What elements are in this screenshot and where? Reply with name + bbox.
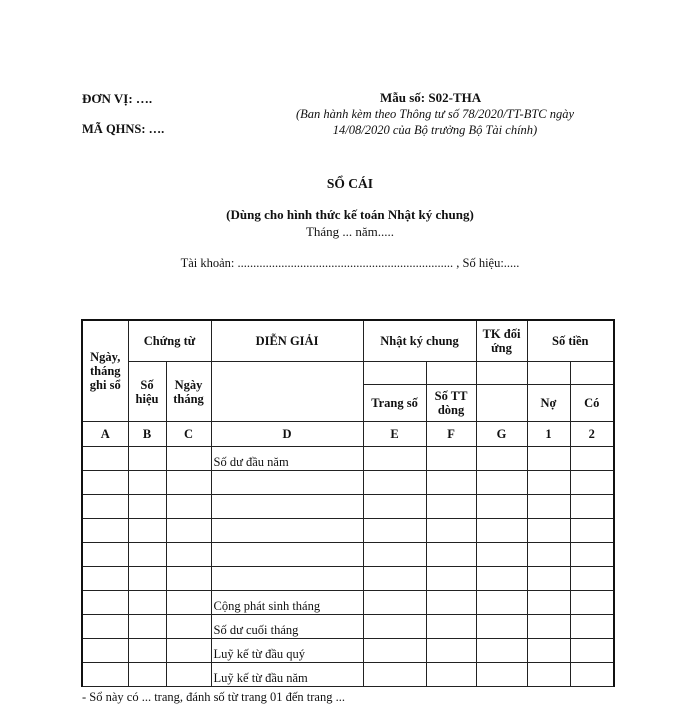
header-amount-blank [570, 362, 614, 385]
header-description-blank [211, 362, 363, 422]
table-cell [426, 519, 476, 543]
table-cell [426, 543, 476, 567]
header-contra-blank [476, 362, 527, 385]
table-row [82, 567, 614, 591]
table-cell [363, 495, 426, 519]
table-row [82, 639, 614, 663]
table-cell [426, 591, 476, 615]
table-cell [166, 639, 211, 663]
header-amount-blank [527, 362, 570, 385]
unit-label: ĐƠN VỊ: …. [82, 91, 153, 106]
table-cell [476, 615, 527, 639]
table-cell [527, 543, 570, 567]
table-cell [363, 543, 426, 567]
row-description: Số dư đầu năm [211, 447, 363, 471]
table-cell [476, 639, 527, 663]
table-cell [426, 447, 476, 471]
header-voucher-date: Ngày tháng [166, 362, 211, 422]
column-letter: A [82, 422, 128, 447]
table-cell [426, 615, 476, 639]
table-cell [363, 615, 426, 639]
header-debit: Nợ [527, 385, 570, 422]
column-letter: B [128, 422, 166, 447]
header-voucher: Chứng từ [128, 320, 211, 362]
header-journal-blank [363, 362, 426, 385]
table-cell [128, 591, 166, 615]
table-cell [426, 471, 476, 495]
table-cell [527, 663, 570, 687]
table-cell [363, 447, 426, 471]
table-cell [426, 495, 476, 519]
table-cell [166, 519, 211, 543]
form-number: Mẫu số: S02-THA [380, 90, 482, 105]
table-cell [82, 495, 128, 519]
table-cell [166, 543, 211, 567]
column-letter: 2 [570, 422, 614, 447]
table-cell [570, 495, 614, 519]
table-cell [128, 471, 166, 495]
table-cell [570, 447, 614, 471]
column-letter: D [211, 422, 363, 447]
table-cell [570, 591, 614, 615]
table-cell [82, 663, 128, 687]
column-letter: E [363, 422, 426, 447]
document-title: SỔ CÁI [326, 176, 374, 191]
table-cell [570, 663, 614, 687]
table-cell [363, 567, 426, 591]
header-voucher-no: Số hiệu [128, 362, 166, 422]
table-cell [166, 567, 211, 591]
table-cell [363, 663, 426, 687]
table-cell [570, 639, 614, 663]
table-cell [527, 519, 570, 543]
header-contra-account: TK đối ứng [476, 320, 527, 362]
header-description: DIỄN GIẢI [211, 320, 363, 362]
account-line: Tài khoản: ..................................................................... , Số hiệu:..... [180, 256, 520, 270]
table-cell [82, 543, 128, 567]
table-cell [570, 615, 614, 639]
table-cell [128, 519, 166, 543]
table-cell [476, 519, 527, 543]
row-description [211, 543, 363, 567]
table-cell [476, 495, 527, 519]
table-cell [570, 567, 614, 591]
table-cell [166, 471, 211, 495]
table-cell [476, 567, 527, 591]
table-cell [166, 447, 211, 471]
table-cell [570, 471, 614, 495]
header-page-no: Trang số [363, 385, 426, 422]
footer-note: - Sổ này có ... trang, đánh số từ trang 01 đến trang ... [82, 690, 345, 704]
header-credit: Có [570, 385, 614, 422]
table-cell [128, 495, 166, 519]
table-cell [82, 639, 128, 663]
table-row [82, 471, 614, 495]
table-cell [527, 615, 570, 639]
row-description [211, 495, 363, 519]
row-description: Luỹ kế từ đầu năm [211, 663, 363, 687]
table-row [82, 519, 614, 543]
table-row [82, 495, 614, 519]
table-cell [363, 639, 426, 663]
row-description [211, 567, 363, 591]
table-cell [128, 543, 166, 567]
table-cell [363, 471, 426, 495]
table-row [82, 447, 614, 471]
header-contra-blank [476, 385, 527, 422]
table-cell [527, 591, 570, 615]
table-cell [128, 567, 166, 591]
table-cell [128, 615, 166, 639]
table-cell [476, 663, 527, 687]
table-row [82, 591, 614, 615]
table-cell [363, 519, 426, 543]
table-cell [82, 447, 128, 471]
column-letter: F [426, 422, 476, 447]
row-description: Cộng phát sinh tháng [211, 591, 363, 615]
table-cell [527, 495, 570, 519]
table-cell [426, 567, 476, 591]
row-description [211, 519, 363, 543]
table-cell [527, 639, 570, 663]
column-letter: G [476, 422, 527, 447]
row-description [211, 471, 363, 495]
table-cell [166, 663, 211, 687]
table-cell [476, 471, 527, 495]
row-description: Luỹ kế từ đầu quý [211, 639, 363, 663]
table-cell [166, 615, 211, 639]
table-cell [128, 663, 166, 687]
table-cell [527, 471, 570, 495]
table-cell [527, 447, 570, 471]
table-cell [128, 447, 166, 471]
row-description: Số dư cuối tháng [211, 615, 363, 639]
table-cell [82, 615, 128, 639]
table-cell [82, 519, 128, 543]
period-line: Tháng ... năm..... [305, 224, 395, 239]
table-row [82, 663, 614, 687]
table-cell [166, 495, 211, 519]
table-cell [82, 591, 128, 615]
table-cell [82, 471, 128, 495]
column-letter: 1 [527, 422, 570, 447]
ledger-body [82, 447, 614, 687]
header-amount: Số tiền [527, 320, 614, 362]
ledger-table [81, 319, 615, 687]
table-cell [570, 519, 614, 543]
table-row [82, 615, 614, 639]
header-line-no: Số TT dòng [426, 385, 476, 422]
qhns-label: MÃ QHNS: …. [82, 122, 165, 136]
table-cell [363, 591, 426, 615]
table-cell [570, 543, 614, 567]
table-cell [426, 663, 476, 687]
table-cell [426, 639, 476, 663]
table-cell [166, 591, 211, 615]
table-cell [82, 567, 128, 591]
table-cell [476, 447, 527, 471]
table-row [82, 543, 614, 567]
header-date: Ngày, tháng ghi sổ [82, 320, 128, 422]
document-subtitle: (Dùng cho hình thức kế toán Nhật ký chung) [226, 207, 474, 222]
header-journal-blank [426, 362, 476, 385]
issuance-note: (Ban hành kèm theo Thông tư số 78/2020/TT-BTC ngày 14/08/2020 của Bộ trưởng Bộ Tài chính) [295, 107, 575, 137]
table-cell [476, 543, 527, 567]
table-cell [476, 591, 527, 615]
column-letter: C [166, 422, 211, 447]
table-cell [527, 567, 570, 591]
table-cell [128, 639, 166, 663]
header-journal: Nhật ký chung [363, 320, 476, 362]
